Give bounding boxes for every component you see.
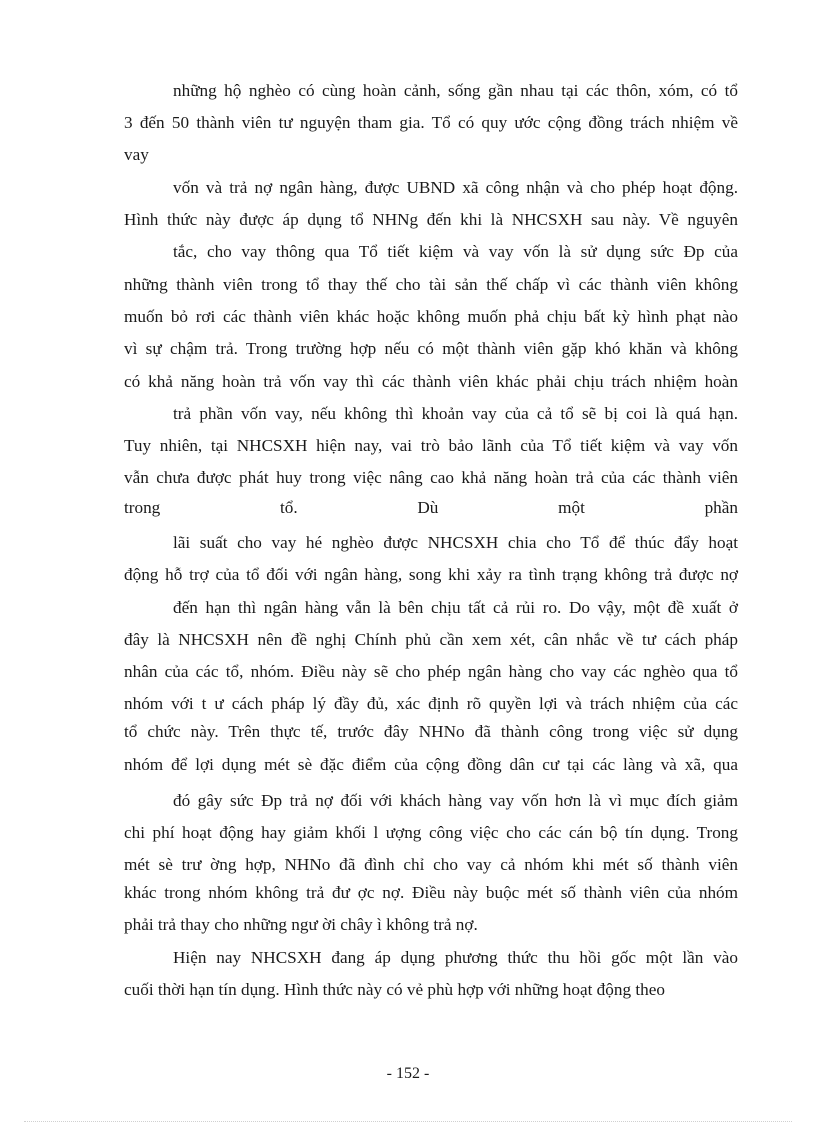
text-line: trả phần vốn vay, nếu không thì khoản vay của cả tổ sẽ bị coi là quá hạn. (173, 404, 738, 423)
text-line: Hình thức này được áp dụng tổ NHNg đến khi là NHCSXH sau này. Về nguyên (124, 210, 738, 229)
text-line: vốn và trả nợ ngân hàng, được UBND xã công nhận và cho phép hoạt động. (173, 178, 738, 197)
text-line: đến hạn thì ngân hàng vẫn là bên chịu tất cả rủi ro. Do vậy, một đề xuất ở (173, 598, 738, 617)
text-line: khác trong nhóm không trả đư ợc nợ. Điều này buộc mét số thành viên của nhóm (124, 883, 738, 902)
page-bottom-divider (24, 1121, 792, 1122)
text-line: nhóm để lợi dụng mét sè đặc điểm của cộng đồng dân cư tại các làng và xã, qua (124, 755, 738, 774)
text-line: vẫn chưa được phát huy trong việc nâng cao khả năng hoàn trả của các thành viên (124, 468, 738, 487)
text-line: phải trả thay cho những ngư ời chây ì không trả nợ. (124, 915, 478, 934)
text-line: động hỗ trợ của tổ đối với ngân hàng, song khi xảy ra tình trạng không trả được nợ (124, 565, 738, 584)
text-line: muốn bỏ rơi các thành viên khác hoặc không muốn phả chịu bất kỳ hình phạt nào (124, 307, 738, 326)
text-line: nhóm với t ư cách pháp lý đầy đủ, xác định rõ quyền lợi và trách nhiệm của các (124, 694, 738, 713)
text-line: nhân của các tổ, nhóm. Điều này sẽ cho phép ngân hàng cho vay các nghèo qua tổ (124, 662, 738, 681)
text-line: tắc, cho vay thông qua Tổ tiết kiệm và vay vốn là sử dụng sức Ðp của (173, 242, 738, 261)
text-line: cuối thời hạn tín dụng. Hình thức này có vẻ phù hợp với những hoạt động theo (124, 980, 665, 999)
text-line: vay (124, 145, 149, 164)
text-line: đó gây sức Ðp trả nợ đối với khách hàng vay vốn hơn là vì mục đích giảm (173, 791, 738, 810)
text-line: lãi suất cho vay hé nghèo được NHCSXH chia cho Tổ để thúc đẩy hoạt (173, 533, 738, 552)
page-number: - 152 - (386, 1065, 430, 1082)
text-line: trong tổ. Dù một phần (124, 498, 738, 517)
text-line: mét sè trư ờng hợp, NHNo đã đình chỉ cho vay cả nhóm khi mét số thành viên (124, 855, 738, 874)
text-line: tổ chức này. Trên thực tế, trước đây NHNo đã thành công trong việc sử dụng (124, 722, 738, 741)
text-line: chi phí hoạt động hay giảm khối l ượng công việc cho các cán bộ tín dụng. Trong (124, 823, 738, 842)
text-line: những hộ nghèo có cùng hoàn cảnh, sống gần nhau tại các thôn, xóm, có tổ (173, 81, 738, 100)
text-line: có khả năng hoàn trả vốn vay thì các thành viên khác phải chịu trách nhiệm hoàn (124, 372, 738, 391)
text-line: đây là NHCSXH nên đề nghị Chính phủ cần xem xét, cân nhắc về tư cách pháp (124, 630, 738, 649)
text-line: Tuy nhiên, tại NHCSXH hiện nay, vai trò bảo lãnh của Tổ tiết kiệm và vay vốn (124, 436, 738, 455)
text-line: Hiện nay NHCSXH đang áp dụng phương thức thu hồi gốc một lần vào (173, 948, 738, 967)
text-line: vì sự chậm trả. Trong trường hợp nếu có một thành viên gặp khó khăn và không (124, 339, 738, 358)
text-line: những thành viên trong tổ thay thế cho tài sản thế chấp vì các thành viên không (124, 275, 738, 294)
text-line: 3 đến 50 thành viên tư nguyện tham gia. Tổ có quy ước cộng đồng trách nhiệm về (124, 113, 738, 132)
